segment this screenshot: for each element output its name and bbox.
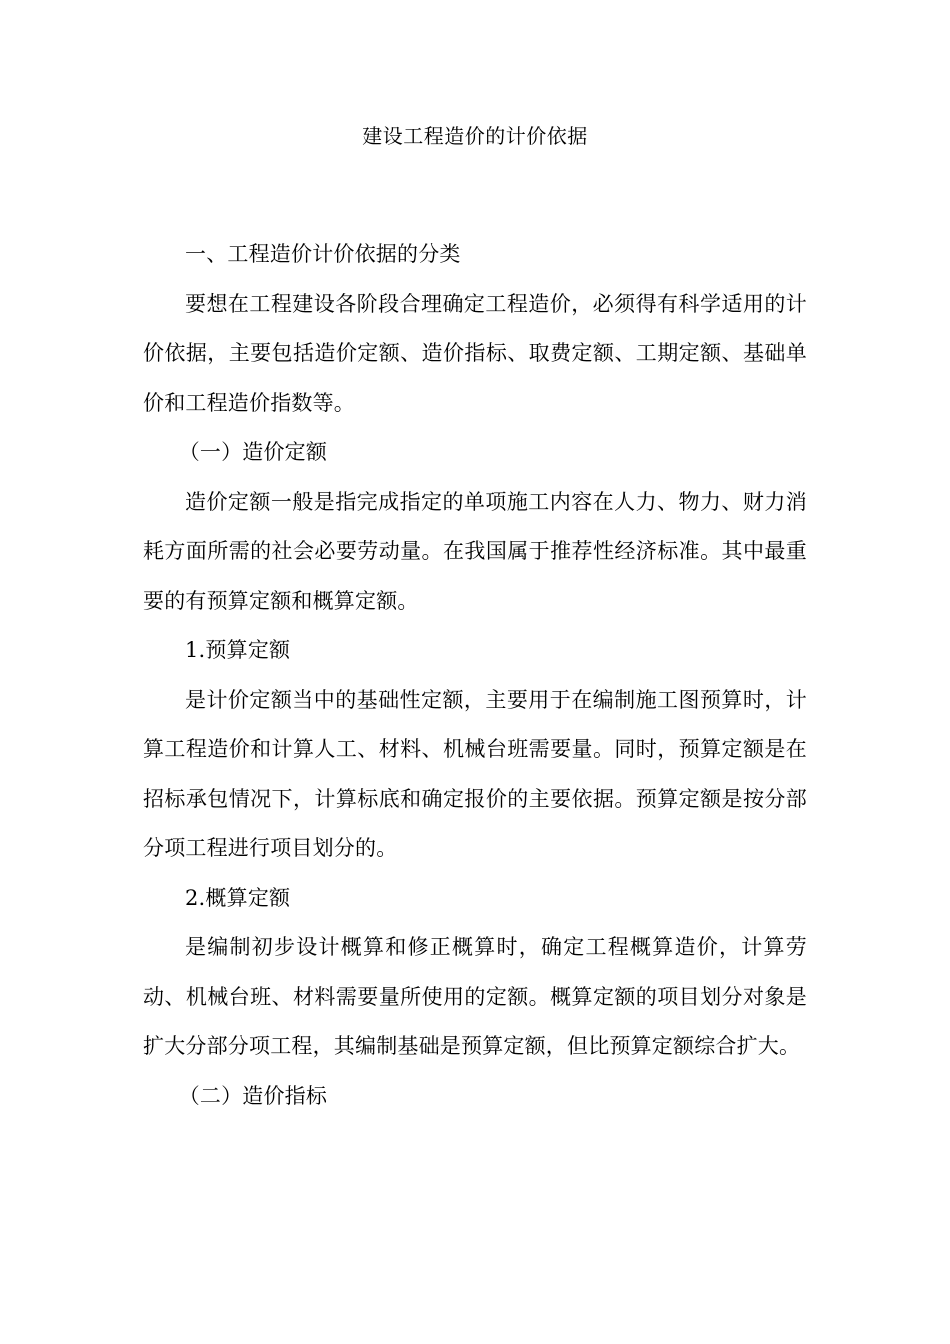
section-heading: 一、工程造价计价依据的分类 [185, 242, 461, 266]
document-body [143, 230, 807, 1121]
document-title: 建设工程造价的计价依据 [362, 124, 588, 148]
paragraph: 要想在工程建设各阶段合理确定工程造价，必须得有科学适用的计价依据，主要包括造价定额、造价指标、取费定额、工期定额、基础单价和工程造价指数等。 [143, 291, 807, 415]
subsection-heading: （一）造价定额 [178, 440, 328, 464]
paragraph: 是计价定额当中的基础性定额，主要用于在编制施工图预算时，计算工程造价和计算人工、材料、机械台班需要量。同时，预算定额是在招标承包情况下，计算标底和确定报价的主要依据。预算定额是按分部分项工程进行项目划分的。 [143, 687, 807, 860]
paragraph: 是编制初步设计概算和修正概算时，确定工程概算造价，计算劳动、机械台班、材料需要量所使用的定额。概算定额的项目划分对象是扩大分部分项工程，其编制基础是预算定额，但比预算定额综合扩大。 [143, 935, 807, 1058]
paragraph: 造价定额一般是指完成指定的单项施工内容在人力、物力、财力消耗方面所需的社会必要劳动量。在我国属于推荐性经济标准。其中最重要的有预算定额和概算定额。 [143, 489, 807, 613]
subsection-heading: （二）造价指标 [178, 1083, 328, 1108]
item-heading: 1.预算定额 [185, 638, 291, 662]
item-heading: 2.概算定额 [185, 885, 291, 910]
